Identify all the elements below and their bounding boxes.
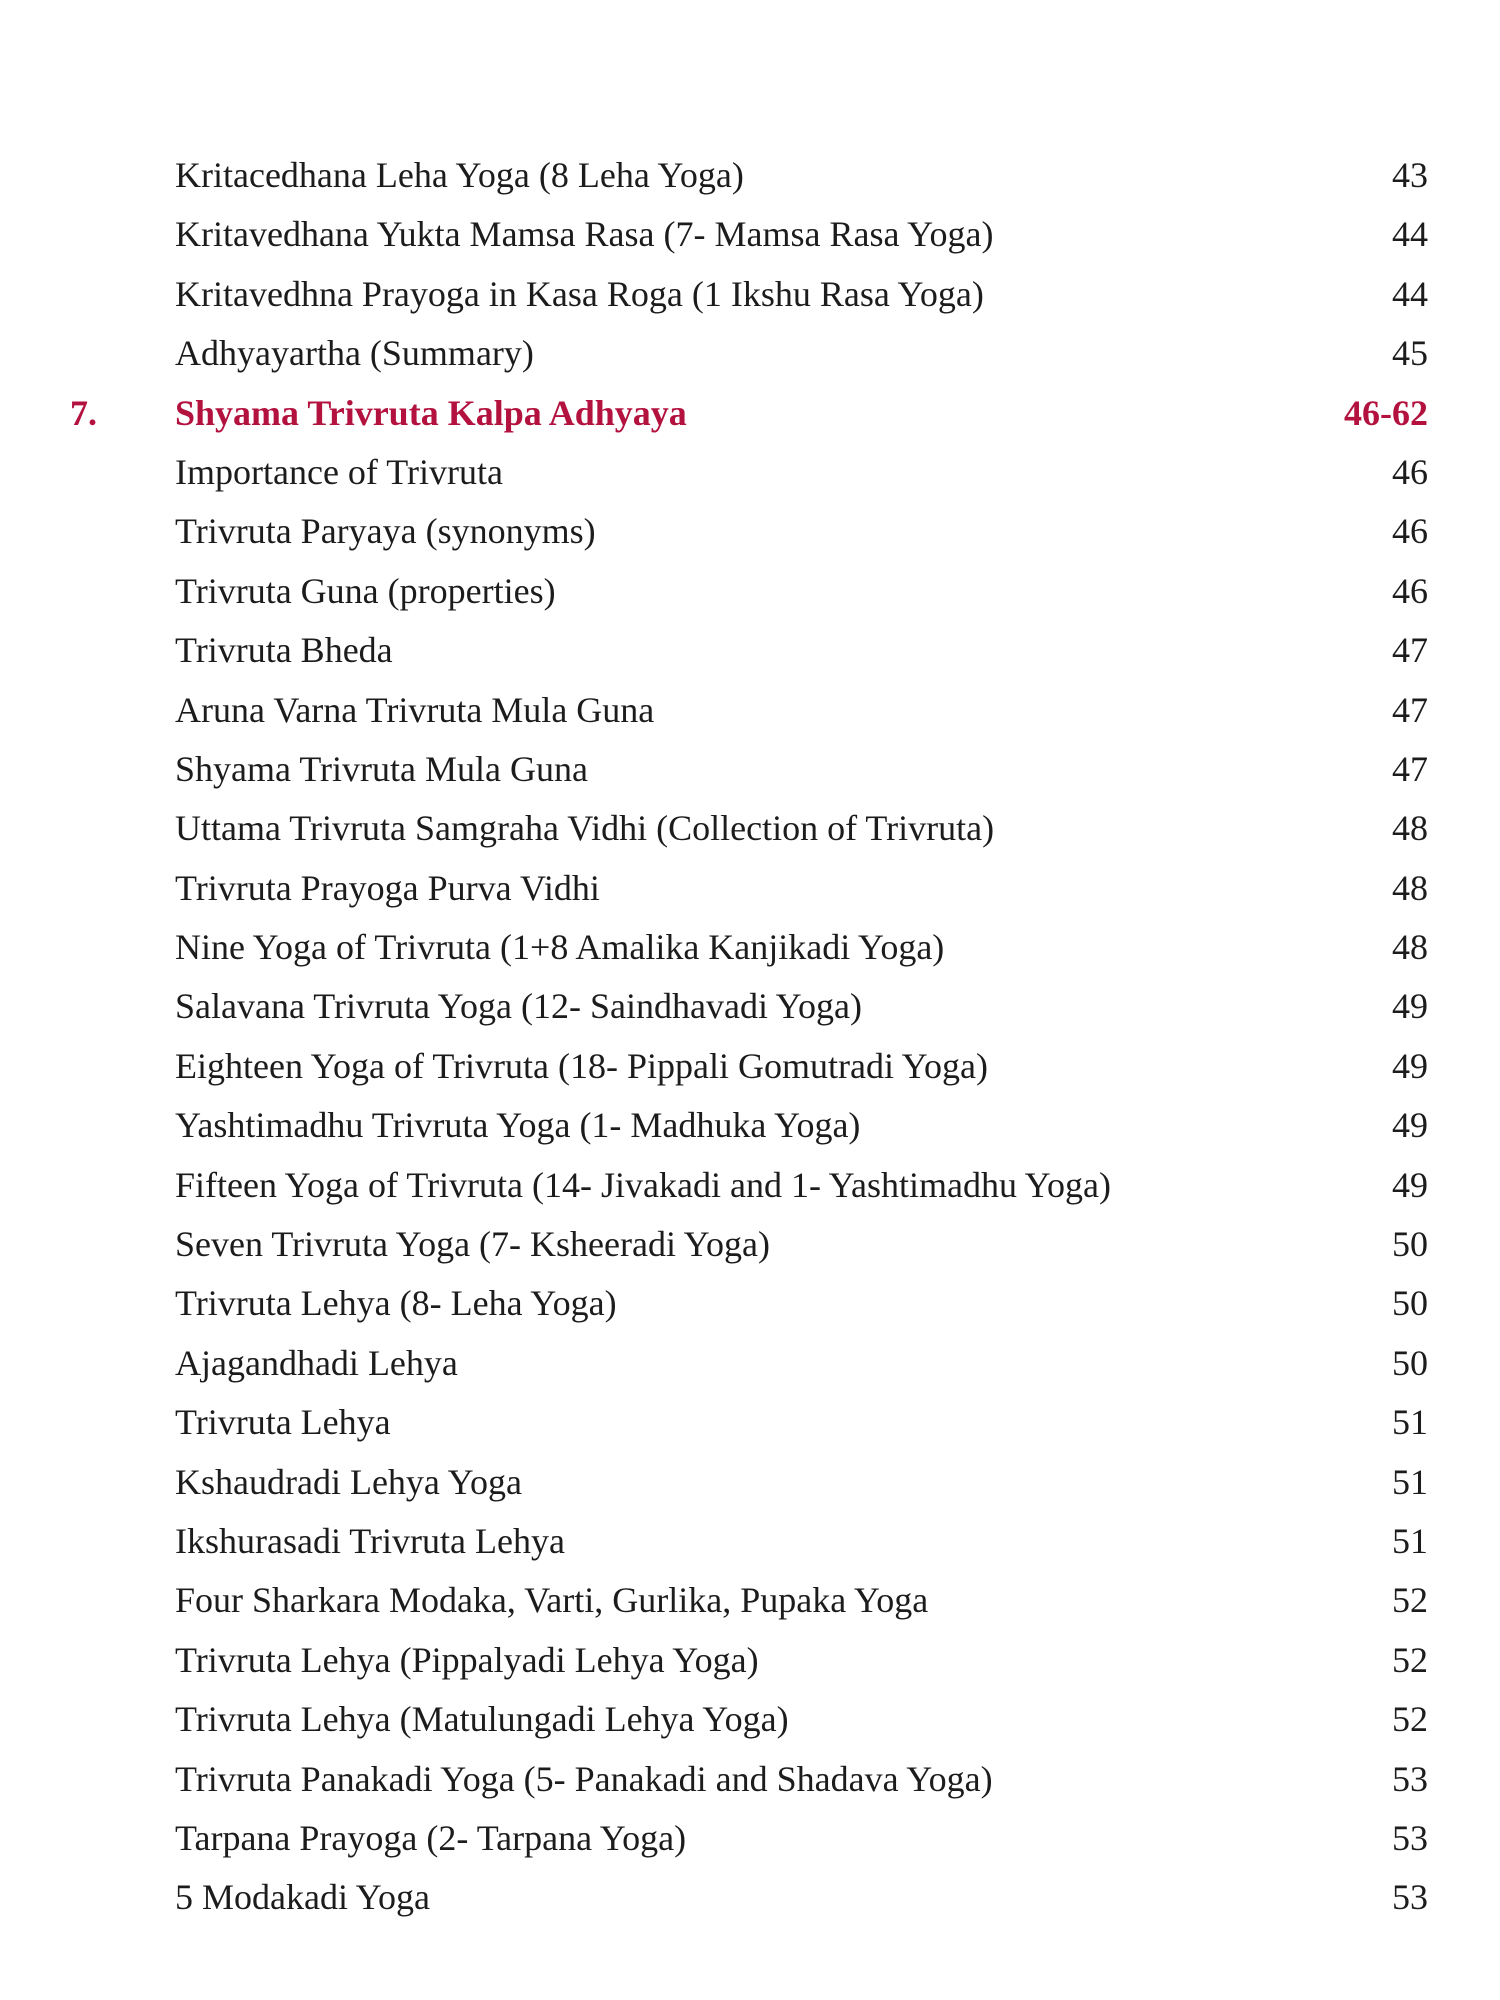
entry-page-number: 51 [1392, 1520, 1428, 1561]
entry-title: Kritavedhana Yukta Mamsa Rasa (7- Mamsa Rasa Yoga) [175, 214, 994, 255]
entry-page-number: 53 [1392, 1817, 1428, 1858]
toc-entry [0, 562, 1500, 621]
entry-title: Kritacedhana Leha Yoga (8 Leha Yoga) [175, 155, 744, 195]
entry-page-number: 43 [1392, 155, 1428, 195]
toc-chapter-heading [0, 384, 1500, 443]
toc-entry [0, 1096, 1500, 1155]
entry-page-number: 53 [1392, 1877, 1428, 1918]
entry-page-number: 48 [1392, 808, 1428, 849]
toc-entry [0, 799, 1500, 858]
toc-entry [0, 1393, 1500, 1452]
toc-entry [0, 1631, 1500, 1690]
entry-page-number: 47 [1392, 748, 1428, 789]
entry-page-number: 51 [1392, 1402, 1428, 1443]
entry-page-number: 53 [1392, 1758, 1428, 1799]
entry-title: Trivruta Lehya [175, 1402, 391, 1443]
entry-title: Ajagandhadi Lehya [175, 1342, 458, 1383]
entry-title: Adhyayartha (Summary) [175, 333, 534, 374]
toc-entry [0, 918, 1500, 977]
entry-title: Kshaudradi Lehya Yoga [175, 1461, 522, 1502]
entry-title: Trivruta Prayoga Purva Vidhi [175, 867, 600, 908]
entry-title: Fifteen Yoga of Trivruta (14- Jivakadi and 1- Yashtimadhu Yoga) [175, 1164, 1111, 1205]
entry-page-number: 50 [1392, 1283, 1428, 1324]
entry-title: Eighteen Yoga of Trivruta (18- Pippali Gomutradi Yoga) [175, 1045, 988, 1086]
entry-page-number: 52 [1392, 1699, 1428, 1740]
chapter-title: Shyama Trivruta Kalpa Adhyaya [175, 392, 687, 433]
entry-title: Shyama Trivruta Mula Guna [175, 748, 588, 789]
entry-title: Ikshurasadi Trivruta Lehya [175, 1520, 565, 1561]
entry-title: Importance of Trivruta [175, 451, 503, 492]
toc-entry [0, 740, 1500, 799]
entry-page-number: 49 [1392, 986, 1428, 1027]
entry-page-number: 46 [1392, 511, 1428, 552]
toc-entry [0, 1809, 1500, 1868]
entry-page-number: 48 [1392, 927, 1428, 968]
toc-entry [0, 205, 1500, 264]
toc-entry [0, 1868, 1500, 1927]
toc-entry [0, 1334, 1500, 1393]
entry-page-number: 47 [1392, 689, 1428, 730]
toc-entry [0, 502, 1500, 561]
entry-title: Trivruta Lehya (Matulungadi Lehya Yoga) [175, 1699, 789, 1740]
entry-page-number: 49 [1392, 1105, 1428, 1146]
toc-entry [0, 146, 1500, 205]
toc-entry [0, 1274, 1500, 1333]
entry-title: Kritavedhna Prayoga in Kasa Roga (1 Ikshu Rasa Yoga) [175, 273, 984, 314]
entry-title: Trivruta Lehya (Pippalyadi Lehya Yoga) [175, 1639, 759, 1680]
entry-title: Trivruta Bheda [175, 630, 393, 671]
toc-entry [0, 443, 1500, 502]
entry-title: Nine Yoga of Trivruta (1+8 Amalika Kanjikadi Yoga) [175, 927, 945, 968]
entry-page-number: 52 [1392, 1580, 1428, 1621]
entry-title: Tarpana Prayoga (2- Tarpana Yoga) [175, 1817, 687, 1858]
toc-entry [0, 1690, 1500, 1749]
toc-entry [0, 859, 1500, 918]
entry-page-number: 45 [1392, 333, 1428, 374]
toc-entry [0, 1453, 1500, 1512]
chapter-number: 7. [70, 392, 97, 433]
entry-page-number: 51 [1392, 1461, 1428, 1502]
toc-entry [0, 1512, 1500, 1571]
toc-entry [0, 265, 1500, 324]
toc-entry [0, 977, 1500, 1036]
entry-page-number: 49 [1392, 1164, 1428, 1205]
entry-page-number: 50 [1392, 1342, 1428, 1383]
toc-entry [0, 1037, 1500, 1096]
entry-title: Trivruta Panakadi Yoga (5- Panakadi and Shadava Yoga) [175, 1758, 993, 1799]
entry-page-number: 48 [1392, 867, 1428, 908]
entry-title: Trivruta Paryaya (synonyms) [175, 511, 596, 552]
entry-page-number: 50 [1392, 1224, 1428, 1265]
toc-entry [0, 1571, 1500, 1630]
entry-title: Trivruta Guna (properties) [175, 570, 556, 611]
entry-title: Uttama Trivruta Samgraha Vidhi (Collection of Trivruta) [175, 808, 995, 849]
table-of-contents [0, 146, 1500, 1928]
entry-page-number: 49 [1392, 1045, 1428, 1086]
entry-page-number: 46 [1392, 570, 1428, 611]
toc-entry [0, 1156, 1500, 1215]
entry-page-number: 44 [1392, 214, 1428, 255]
entry-title: Trivruta Lehya (8- Leha Yoga) [175, 1283, 617, 1324]
entry-title: Four Sharkara Modaka, Varti, Gurlika, Pupaka Yoga [175, 1580, 929, 1621]
toc-entry [0, 324, 1500, 383]
entry-page-number: 44 [1392, 273, 1428, 314]
entry-page-number: 47 [1392, 630, 1428, 671]
toc-entry [0, 621, 1500, 680]
entry-title: Salavana Trivruta Yoga (12- Saindhavadi Yoga) [175, 986, 862, 1027]
entry-title: 5 Modakadi Yoga [175, 1877, 431, 1918]
entry-title: Seven Trivruta Yoga (7- Ksheeradi Yoga) [175, 1224, 770, 1265]
toc-entry [0, 681, 1500, 740]
entry-title: Yashtimadhu Trivruta Yoga (1- Madhuka Yoga) [175, 1105, 861, 1146]
entry-page-number: 46 [1392, 451, 1428, 492]
chapter-page-range: 46-62 [1344, 392, 1428, 433]
entry-page-number: 52 [1392, 1639, 1428, 1680]
toc-entry [0, 1750, 1500, 1809]
toc-entry [0, 1215, 1500, 1274]
entry-title: Aruna Varna Trivruta Mula Guna [175, 689, 655, 730]
